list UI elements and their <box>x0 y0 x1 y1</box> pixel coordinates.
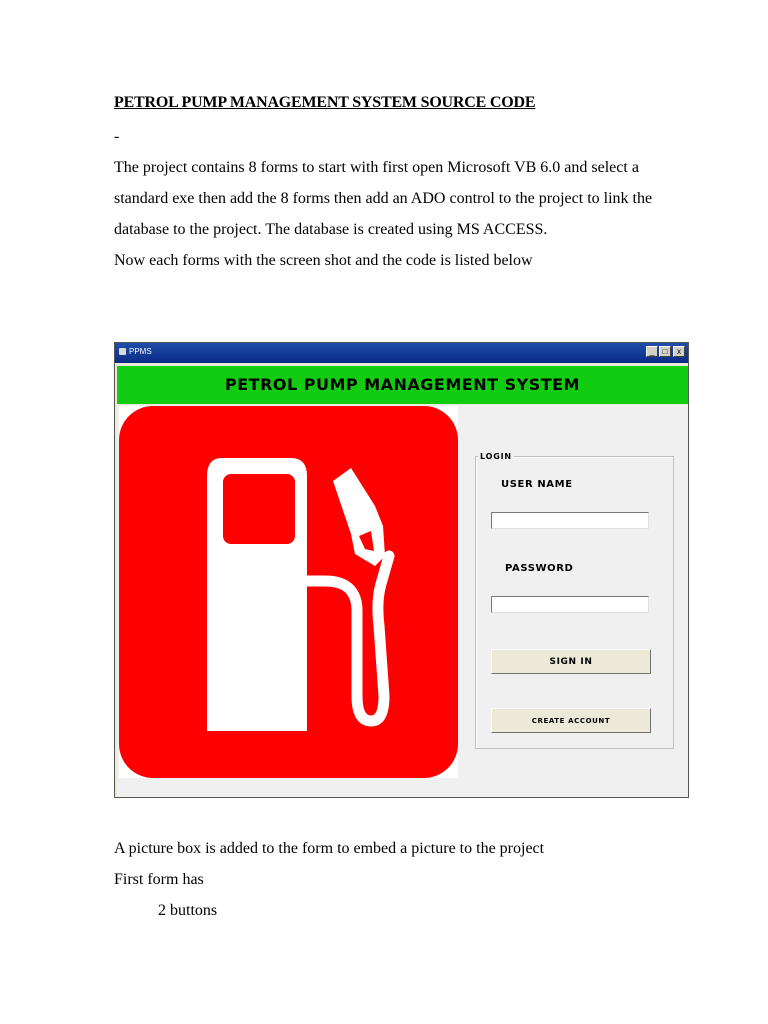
login-frame-label: LOGIN <box>480 452 512 461</box>
caption-line-2: First form has <box>114 871 204 888</box>
dash-separator: - <box>114 128 120 145</box>
banner <box>117 366 688 404</box>
caption-line-1: A picture box is added to the form to embed a picture to the project <box>114 840 545 857</box>
banner-title: PETROL PUMP MANAGEMENT SYSTEM <box>225 375 580 394</box>
create-account-button[interactable]: CREATE ACCOUNT <box>491 708 651 733</box>
ppms-window-screenshot <box>114 342 689 798</box>
maximize-button[interactable]: □ <box>659 346 671 357</box>
intro-paragraph <box>114 152 674 276</box>
minimize-button[interactable]: _ <box>646 346 658 357</box>
intro-text: The project contains 8 forms to start with first open Microsoft VB 6.0 and select a standard exe then add the 8 forms then add an ADO control to the project to link the database to the project. The database is created using MS ACCESS. <box>114 159 653 238</box>
username-label: USER NAME <box>501 479 573 490</box>
document-title: PETROL PUMP MANAGEMENT SYSTEM SOURCE CODE <box>114 94 536 111</box>
username-input[interactable] <box>491 512 649 529</box>
app-icon <box>119 348 126 355</box>
sign-in-button[interactable]: SIGN IN <box>491 649 651 674</box>
form-client-area <box>117 405 688 797</box>
password-label: PASSWORD <box>505 563 574 574</box>
fuel-pump-icon <box>119 406 458 778</box>
password-input[interactable] <box>491 596 649 613</box>
window-title: PPMS <box>129 347 152 356</box>
caption-line-3: 2 buttons <box>158 902 218 919</box>
intro-text-2: Now each forms with the screen shot and the code is listed below <box>114 252 533 269</box>
picture-box <box>119 406 458 778</box>
close-button[interactable]: x <box>673 346 685 357</box>
window-titlebar <box>115 343 688 363</box>
